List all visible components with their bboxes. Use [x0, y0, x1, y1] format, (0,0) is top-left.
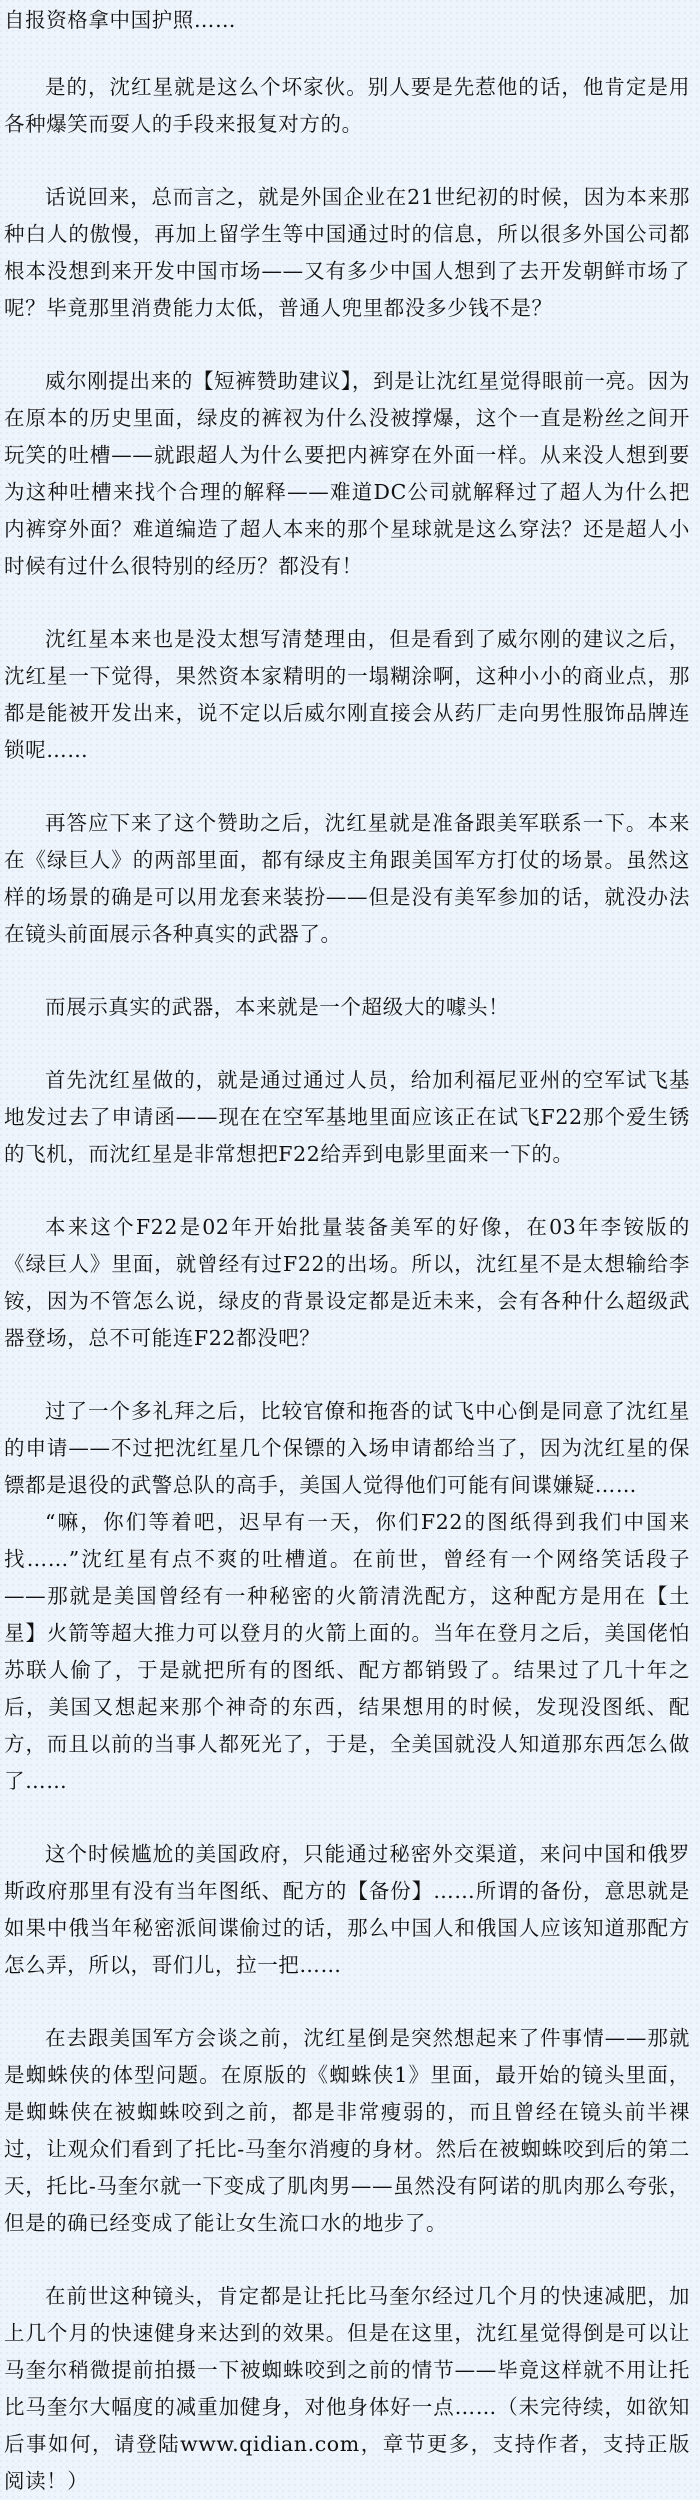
paragraph-gap — [4, 1173, 690, 1209]
paragraph-1: 自报资格拿中国护照…… — [4, 8, 237, 32]
paragraph-gap — [4, 1984, 690, 2020]
paragraph-8: 首先沈红星做的，就是通过通过人员，给加利福尼亚州的空军试飞基地发过去了申请函——现在在空军基地里面应该正在试飞F22那个爱生锈的飞机，而沈红星是非常想把F22给弄到电影里面来一下的。 — [4, 1068, 690, 1166]
paragraph-gap — [4, 585, 690, 621]
paragraph-3: 话说回来，总而言之，就是外国企业在21世纪初的时候，因为本来那种白人的傲慢，再加上留学生等中国通过时的信息，所以很多外国公司都根本没想到来开发中国市场——又有多少中国人想到了去开发朝鲜市场了呢？毕竟那里消费能力太低，普通人兜里都没多少钱不是？ — [4, 185, 690, 320]
paragraph-7: 而展示真实的武器，本来就是一个超级大的噱头！ — [45, 995, 510, 1019]
paragraph-gap — [4, 1357, 690, 1393]
paragraph-6: 再答应下来了这个赞助之后，沈红星就是准备跟美军联系一下。本来在《绿巨人》的两部里面，都有绿皮主角跟美国军方打仗的场景。虽然这样的场景的确是可以用龙套来装扮——但是没有美军参加的话，就没办法在镜头前面展示各种真实的武器了。 — [4, 811, 690, 946]
paragraph-5: 沈红星本来也是没太想写清楚理由，但是看到了威尔刚的建议之后，沈红星一下觉得，果然资本家精明的一塌糊涂啊，这种小小的商业点，那都是能被开发出来，说不定以后威尔刚直接会从药厂走向男性服饰品牌连锁呢…… — [4, 627, 690, 762]
paragraph-10: 过了一个多礼拜之后，比较官僚和拖沓的试飞中心倒是同意了沈红星的申请——不过把沈红星几个保镖的入场申请都给当了，因为沈红星的保镖都是退役的武警总队的高手，美国人觉得他们可能有间谍嫌疑…… — [4, 1399, 690, 1497]
paragraph-gap — [4, 1800, 690, 1836]
paragraph-gap — [4, 1026, 690, 1062]
paragraph-gap — [4, 327, 690, 363]
paragraph-gap — [4, 39, 690, 69]
paragraph-gap — [4, 143, 690, 179]
paragraph-2: 是的，沈红星就是这么个坏家伙。别人要是先惹他的话，他肯定是用各种爆笑而耍人的手段来报复对方的。 — [4, 75, 690, 136]
paragraph-13: 在去跟美国军方会谈之前，沈红星倒是突然想起来了件事情——那就是蜘蛛侠的体型问题。在原版的《蜘蛛侠1》里面，最开始的镜头里面，是蜘蛛侠在被蜘蛛咬到之前，都是非常瘦弱的，而且曾经在镜头前半裸过，让观众们看到了托比-马奎尔消瘦的身材。然后在被蜘蛛咬到后的第二天，托比-马奎尔就一下变成了肌肉男——虽然没有阿诺的肌肉那么夸张，但是的确已经变成了能让女生流口水的地步了。 — [4, 2026, 690, 2235]
paragraph-4: 威尔刚提出来的【短裤赞助建议】，到是让沈红星觉得眼前一亮。因为在原本的历史里面，绿皮的裤衩为什么没被撑爆，这个一直是粉丝之间开玩笑的吐槽——就跟超人为什么要把内裤穿在外面一样。从来没人想到要为这种吐槽来找个合理的解释——难道DC公司就解释过了超人为什么把内裤穿外面？难道编造了超人本来的那个星球就是这么穿法？还是超人小时候有过什么很特别的经历？都没有！ — [4, 369, 690, 578]
paragraph-12: 这个时候尴尬的美国政府，只能通过秘密外交渠道，来问中国和俄罗斯政府那里有没有当年图纸、配方的【备份】……所谓的备份，意思就是如果中俄当年秘密派间谍偷过的话，那么中国人和俄国人应该知道那配方怎么弄，所以，哥们儿，拉一把…… — [4, 1842, 690, 1977]
paragraph-9: 本来这个F22是02年开始批量装备美军的好像，在03年李铵版的《绿巨人》里面，就曾经有过F22的出场。所以，沈红星不是太想输给李铵，因为不管怎么说，绿皮的背景设定都是近未来，会有各种什么超级武器登场，总不可能连F22都没吧？ — [4, 1215, 690, 1350]
paragraph-gap — [4, 769, 690, 805]
paragraph-gap — [4, 2242, 690, 2278]
paragraph-14: 在前世这种镜头，肯定都是让托比马奎尔经过几个月的快速减肥，加上几个月的快速健身来达到的效果。但是在这里，沈红星觉得倒是可以让马奎尔稍微提前拍摄一下被蜘蛛咬到之前的情节——毕竟这样就不用让托比马奎尔大幅度的减重加健身，对他身体好一点……（未完待续，如欲知后事如何，请登陆www.qidian.com，章节更多，支持作者，支持正版阅读！） — [4, 2284, 690, 2493]
paragraph-11: “嘛，你们等着吧，迟早有一天，你们F22的图纸得到我们中国来找……”沈红星有点不爽的吐槽道。在前世，曾经有一个网络笑话段子——那就是美国曾经有一种秘密的火箭清洗配方，这种配方是用在【土星】火箭等超大推力可以登月的火箭上面的。当年在登月之后，美国佬怕苏联人偷了，于是就把所有的图纸、配方都销毁了。结果过了几十年之后，美国又想起来那个神奇的东西，结果想用的时候，发现没图纸、配方，而且以前的当事人都死光了，于是，全美国就没人知道那东西怎么做了…… — [4, 1510, 690, 1793]
paragraph-gap — [4, 953, 690, 989]
